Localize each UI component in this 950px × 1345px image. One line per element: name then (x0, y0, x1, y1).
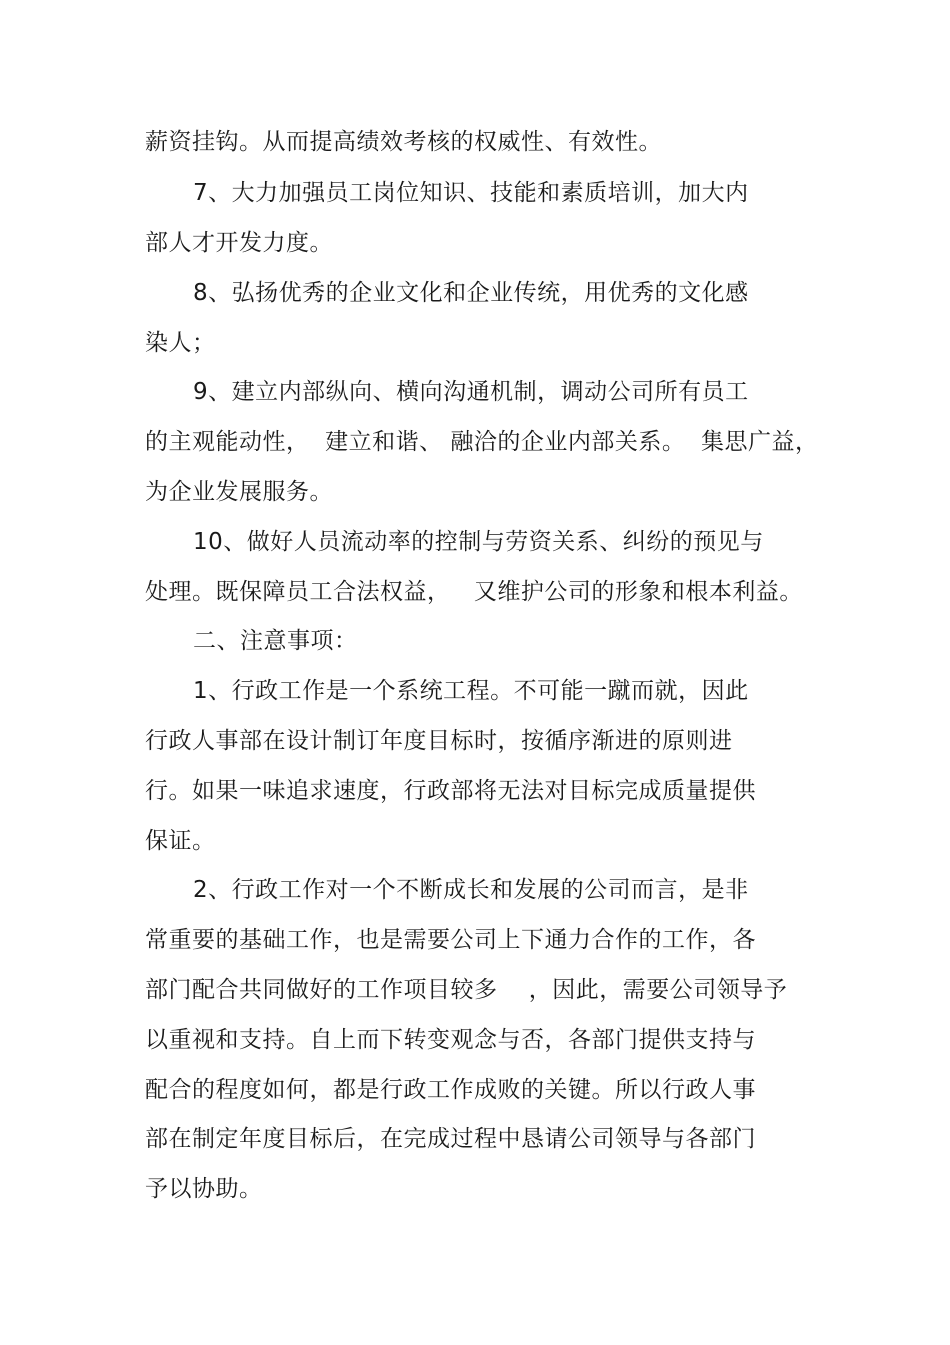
text-line: 行政人事部在设计制订年度目标时，按循序渐进的原则进 (145, 728, 733, 754)
text-line: 部在制定年度目标后，在完成过程中恳请公司领导与各部门 (145, 1126, 756, 1152)
text-line: 8、弘扬优秀的企业文化和企业传统，用优秀的文化感 (193, 280, 749, 306)
text-line: 部人才开发力度。 (145, 230, 333, 256)
text-line: 予以协助。 (145, 1176, 263, 1202)
text-line: 10、做好人员流动率的控制与劳资关系、纠纷的预见与 (193, 529, 764, 555)
text-line: 常重要的基础工作，也是需要公司上下通力合作的工作，各 (145, 927, 756, 953)
text-line: 2、行政工作对一个不断成长和发展的公司而言，是非 (193, 877, 749, 903)
text-line: 处理。既保障员工合法权益， 又维护公司的形象和根本利益。 (145, 579, 803, 605)
text-line: 行。如果一味追求速度，行政部将无法对目标完成质量提供 (145, 778, 756, 804)
text-line: 配合的程度如何，都是行政工作成败的关键。所以行政人事 (145, 1077, 756, 1103)
text-line: 部门配合共同做好的工作项目较多 ，因此，需要公司领导予 (145, 977, 788, 1003)
text-line: 1、行政工作是一个系统工程。不可能一蹴而就，因此 (193, 678, 749, 704)
text-line: 染人； (145, 330, 216, 356)
text-line: 以重视和支持。自上而下转变观念与否，各部门提供支持与 (145, 1027, 756, 1053)
text-line: 为企业发展服务。 (145, 479, 333, 505)
text-line: 保证。 (145, 828, 216, 854)
section-heading: 二、注意事项： (193, 628, 358, 654)
text-line: 薪资挂钩。从而提高绩效考核的权威性、有效性。 (145, 129, 662, 155)
text-line: 7、大力加强员工岗位知识、技能和素质培训，加大内 (193, 180, 749, 206)
text-line: 的主观能动性， 建立和谐、 融洽的企业内部关系。 集思广益， (145, 429, 819, 455)
text-line: 9、建立内部纵向、横向沟通机制，调动公司所有员工 (193, 379, 749, 405)
